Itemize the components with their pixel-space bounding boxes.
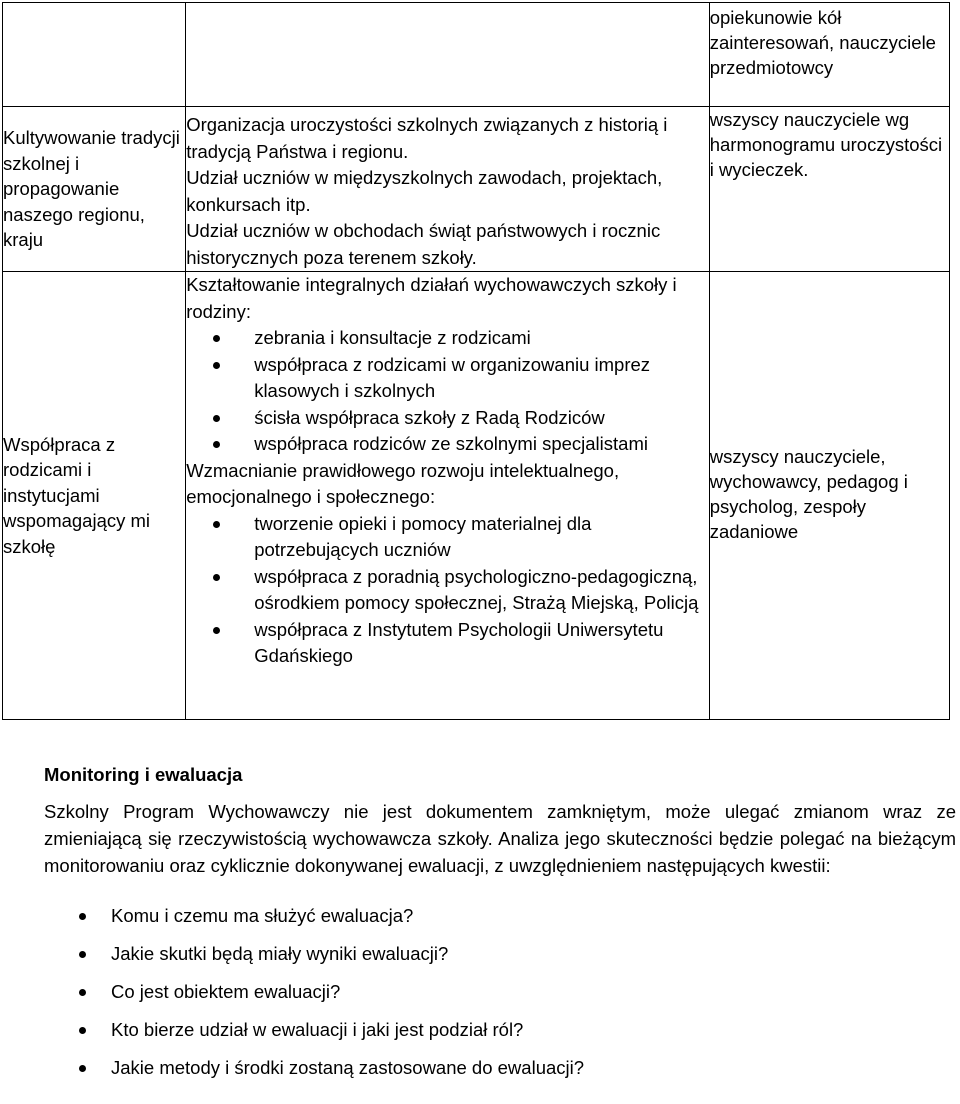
monitoring-section <box>44 764 956 1087</box>
bullet-icon <box>213 574 220 581</box>
bullet-icon <box>213 627 220 634</box>
tasks-cell <box>186 3 710 107</box>
list-item <box>186 352 709 405</box>
bullet-icon <box>213 415 220 422</box>
bullet-list <box>186 325 709 458</box>
list-item <box>44 897 956 935</box>
list-item-text: tworzenie opieki i pomocy materialnej dla potrzebujących uczniów <box>254 512 592 560</box>
question-text: Co jest obiektem ewaluacji? <box>111 981 341 1002</box>
list-item <box>186 405 709 432</box>
question-text: Kto bierze udział w ewaluacji i jaki jest podział ról? <box>111 1019 524 1040</box>
section-heading: Kształtowanie integralnych działań wychowawczych szkoły i rodziny: <box>186 274 677 322</box>
area-label: Kultywowanie tradycji szkolnej i propagowanie naszego regionu, kraju <box>3 127 180 251</box>
table-row <box>3 107 950 272</box>
responsible-text: wszyscy nauczyciele wg harmonogramu uroczystości i wycieczek. <box>709 109 943 180</box>
list-item <box>186 617 709 670</box>
list-item <box>186 431 709 458</box>
area-cell <box>3 272 186 720</box>
question-text: Komu i czemu ma służyć ewaluacja? <box>111 905 414 926</box>
section-title: Monitoring i ewaluacja <box>44 764 243 785</box>
task-text: Udział uczniów w międzyszkolnych zawodach, projektach, konkursach itp. <box>186 167 663 215</box>
bullet-icon <box>79 1065 86 1072</box>
area-cell <box>3 3 186 107</box>
area-label: Współpraca z rodzicami i instytucjami wspomagający mi szkołę <box>3 433 151 557</box>
table-row <box>3 272 950 720</box>
responsible-cell <box>709 272 949 720</box>
area-cell <box>3 107 186 272</box>
list-item <box>44 935 956 973</box>
bullet-icon <box>213 362 220 369</box>
bullet-icon <box>79 913 86 920</box>
tasks-cell <box>186 272 710 720</box>
responsible-cell <box>709 3 949 107</box>
bullet-icon <box>213 335 220 342</box>
list-item-text: współpraca rodziców ze szkolnymi specjalistami <box>254 433 648 454</box>
question-text: Jakie metody i środki zostaną zastosowane do ewaluacji? <box>111 1057 585 1078</box>
bullet-icon <box>213 521 220 528</box>
list-item <box>44 1049 956 1087</box>
list-item-text: współpraca z poradnią psychologiczno-pedagogiczną, ośrodkiem pomocy społecznej, Strażą Miejską, Policją <box>254 565 699 613</box>
question-text: Jakie skutki będą miały wyniki ewaluacji? <box>111 943 449 964</box>
table-row <box>3 3 950 107</box>
list-item <box>44 973 956 1011</box>
responsible-text: opiekunowie kół zainteresowań, nauczyciele przedmiotowcy <box>709 7 936 78</box>
bullet-list <box>186 511 709 670</box>
list-item <box>186 325 709 352</box>
question-list <box>44 897 956 1087</box>
responsible-text: wszyscy nauczyciele, wychowawcy, pedagog i psycholog, zespoły zadaniowe <box>709 446 908 542</box>
list-item-text: współpraca z Instytutem Psychologii Uniwersytetu Gdańskiego <box>254 618 664 666</box>
list-item-text: współpraca z rodzicami w organizowaniu imprez klasowych i szkolnych <box>254 353 651 401</box>
list-item-text: zebrania i konsultacje z rodzicami <box>254 327 531 348</box>
list-item <box>186 564 709 617</box>
tasks-cell <box>186 107 710 272</box>
list-item <box>186 511 709 564</box>
task-text: Organizacja uroczystości szkolnych związanych z historią i tradycją Państwa i regionu. <box>186 114 668 162</box>
bullet-icon <box>79 989 86 996</box>
program-table <box>2 2 950 720</box>
list-item <box>44 1011 956 1049</box>
bullet-icon <box>79 1027 86 1034</box>
list-item-text: ścisła współpraca szkoły z Radą Rodziców <box>254 406 605 428</box>
bullet-icon <box>79 951 86 958</box>
section-paragraph: Szkolny Program Wychowawczy nie jest dokumentem zamkniętym, może ulegać zmianom wraz ze zmieniającą się rzeczywistością wychowawcza szkoły. Analiza jego skuteczności będzie polegać na bieżącym monitorowaniu oraz cyklicznie dokonywanej ewaluacji, z uwzględnieniem następujących kwestii: <box>44 801 956 876</box>
responsible-cell <box>709 107 949 272</box>
bullet-icon <box>213 441 220 448</box>
task-text: Udział uczniów w obchodach świąt państwowych i rocznic historycznych poza terenem szkoły. <box>186 220 661 268</box>
section-heading: Wzmacnianie prawidłowego rozwoju intelektualnego, emocjonalnego i społecznego: <box>186 459 620 507</box>
